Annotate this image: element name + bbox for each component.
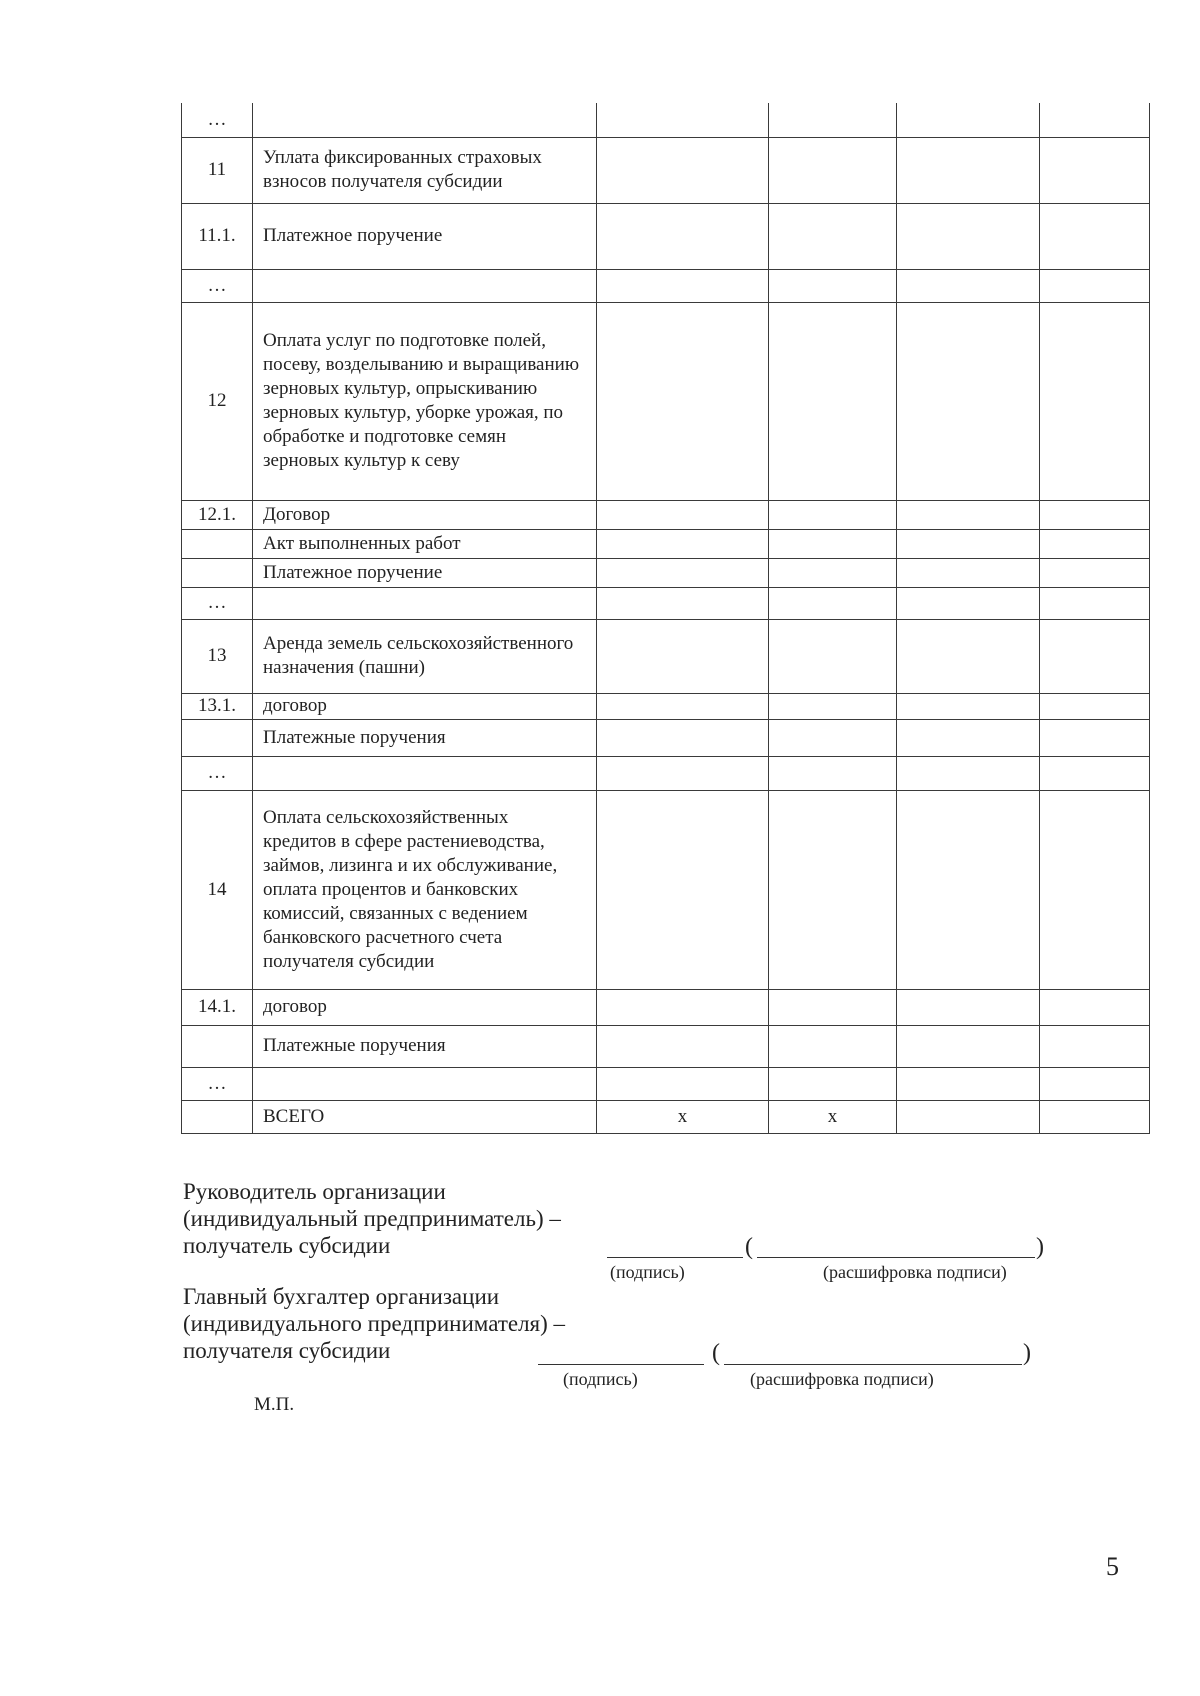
row-name-cell: Платежные поручения <box>253 719 597 756</box>
row-name-cell: Оплата сельскохозяйственных кредитов в сфере растениеводства, займов, лизинга и их обслуживание, оплата процентов и банковских комиссий, связанных с ведением банковского расчетного счета получателя субсидии <box>253 790 597 989</box>
expense-table <box>181 103 1150 1134</box>
table-row <box>182 558 1150 587</box>
row-number-cell <box>182 1025 253 1067</box>
head-title-line-1: Руководитель организации <box>183 1179 446 1204</box>
value-cell-6 <box>1040 1067 1150 1100</box>
table-row <box>182 790 1150 989</box>
value-cell-5 <box>897 137 1040 203</box>
value-cell-6 <box>1040 587 1150 619</box>
row-number-cell: 12.1. <box>182 500 253 529</box>
row-name-cell <box>253 103 597 137</box>
table-row <box>182 103 1150 137</box>
table-row <box>182 302 1150 500</box>
value-cell-6 <box>1040 693 1150 719</box>
value-cell-4 <box>769 529 897 558</box>
accountant-open-paren: ( <box>712 1340 720 1366</box>
value-cell-6 <box>1040 500 1150 529</box>
accountant-title-line-2: (индивидуального предпринимателя) – <box>183 1311 566 1336</box>
value-cell-4 <box>769 302 897 500</box>
value-cell-6 <box>1040 558 1150 587</box>
value-cell-3 <box>597 756 769 790</box>
row-number-cell: … <box>182 269 253 302</box>
accountant-signature-caption: (подпись) <box>563 1369 638 1389</box>
row-name-cell: Платежное поручение <box>253 558 597 587</box>
value-cell-3 <box>597 103 769 137</box>
value-cell-3: х <box>597 1100 769 1133</box>
value-cell-5 <box>897 103 1040 137</box>
expense-table-body <box>182 103 1150 1133</box>
value-cell-6 <box>1040 619 1150 693</box>
value-cell-3 <box>597 269 769 302</box>
value-cell-4 <box>769 693 897 719</box>
value-cell-3 <box>597 1067 769 1100</box>
value-cell-3 <box>597 790 769 989</box>
value-cell-6 <box>1040 302 1150 500</box>
value-cell-5 <box>897 558 1040 587</box>
head-close-paren: ) <box>1036 1234 1044 1260</box>
table-row <box>182 693 1150 719</box>
row-name-cell: ВСЕГО <box>253 1100 597 1133</box>
value-cell-5 <box>897 203 1040 269</box>
row-number-cell: … <box>182 103 253 137</box>
value-cell-3 <box>597 693 769 719</box>
table-row <box>182 269 1150 302</box>
row-number-cell: 14 <box>182 790 253 989</box>
row-name-cell: Платежные поручения <box>253 1025 597 1067</box>
value-cell-5 <box>897 500 1040 529</box>
value-cell-3 <box>597 719 769 756</box>
row-number-cell: … <box>182 587 253 619</box>
accountant-title-line-1: Главный бухгалтер организации <box>183 1284 500 1309</box>
table-row <box>182 529 1150 558</box>
value-cell-6 <box>1040 203 1150 269</box>
accountant-close-paren: ) <box>1023 1340 1031 1366</box>
value-cell-5 <box>897 1025 1040 1067</box>
value-cell-6 <box>1040 1100 1150 1133</box>
table-row <box>182 1025 1150 1067</box>
value-cell-4 <box>769 790 897 989</box>
page-number: 5 <box>1106 1552 1119 1581</box>
accountant-decode-caption: (расшифровка подписи) <box>750 1369 934 1389</box>
value-cell-5 <box>897 693 1040 719</box>
row-name-cell <box>253 756 597 790</box>
row-name-cell: Оплата услуг по подготовке полей, посеву, возделыванию и выращиванию зерновых культур, опрыскиванию зерновых культур, уборке урожая, по обработке и подготовке семян зерновых культур к севу <box>253 302 597 500</box>
row-name-cell: Аренда земель сельскохозяйственного назначения (пашни) <box>253 619 597 693</box>
value-cell-4 <box>769 587 897 619</box>
value-cell-6 <box>1040 529 1150 558</box>
value-cell-6 <box>1040 756 1150 790</box>
value-cell-3 <box>597 529 769 558</box>
value-cell-4 <box>769 137 897 203</box>
value-cell-4 <box>769 756 897 790</box>
value-cell-3 <box>597 500 769 529</box>
value-cell-3 <box>597 587 769 619</box>
value-cell-6 <box>1040 137 1150 203</box>
accountant-signature-line[interactable] <box>538 1364 704 1365</box>
row-name-cell: Договор <box>253 500 597 529</box>
row-name-cell <box>253 1067 597 1100</box>
table-row <box>182 587 1150 619</box>
row-name-cell: Уплата фиксированных страховых взносов получателя субсидии <box>253 137 597 203</box>
value-cell-5 <box>897 302 1040 500</box>
value-cell-6 <box>1040 1025 1150 1067</box>
table-row <box>182 1100 1150 1133</box>
value-cell-4 <box>769 719 897 756</box>
value-cell-5 <box>897 1100 1040 1133</box>
row-number-cell: 14.1. <box>182 989 253 1025</box>
value-cell-3 <box>597 558 769 587</box>
head-decode-line[interactable] <box>757 1257 1035 1258</box>
row-number-cell: 12 <box>182 302 253 500</box>
head-title-line-3: получатель субсидии <box>183 1233 391 1258</box>
row-number-cell: 13 <box>182 619 253 693</box>
value-cell-3 <box>597 203 769 269</box>
head-signature-line[interactable] <box>607 1257 743 1258</box>
value-cell-5 <box>897 529 1040 558</box>
row-name-cell: Платежное поручение <box>253 203 597 269</box>
value-cell-4 <box>769 103 897 137</box>
stamp-placeholder: М.П. <box>254 1394 295 1415</box>
value-cell-4: х <box>769 1100 897 1133</box>
head-title-line-2: (индивидуальный предприниматель) – <box>183 1206 561 1231</box>
value-cell-6 <box>1040 269 1150 302</box>
value-cell-4 <box>769 203 897 269</box>
value-cell-4 <box>769 269 897 302</box>
value-cell-6 <box>1040 103 1150 137</box>
value-cell-4 <box>769 500 897 529</box>
value-cell-5 <box>897 790 1040 989</box>
table-row <box>182 756 1150 790</box>
value-cell-5 <box>897 989 1040 1025</box>
head-decode-caption: (расшифровка подписи) <box>823 1262 1007 1282</box>
row-number-cell: … <box>182 756 253 790</box>
table-row <box>182 989 1150 1025</box>
row-number-cell: … <box>182 1067 253 1100</box>
row-number-cell <box>182 719 253 756</box>
table-row <box>182 719 1150 756</box>
value-cell-4 <box>769 558 897 587</box>
value-cell-3 <box>597 302 769 500</box>
value-cell-5 <box>897 269 1040 302</box>
value-cell-5 <box>897 587 1040 619</box>
row-name-cell <box>253 269 597 302</box>
row-name-cell: договор <box>253 693 597 719</box>
head-signature-caption: (подпись) <box>610 1262 685 1282</box>
value-cell-3 <box>597 619 769 693</box>
value-cell-6 <box>1040 989 1150 1025</box>
value-cell-3 <box>597 989 769 1025</box>
value-cell-4 <box>769 1067 897 1100</box>
head-open-paren: ( <box>745 1234 753 1260</box>
value-cell-4 <box>769 619 897 693</box>
value-cell-3 <box>597 137 769 203</box>
row-name-cell <box>253 587 597 619</box>
row-name-cell: договор <box>253 989 597 1025</box>
row-number-cell <box>182 529 253 558</box>
value-cell-5 <box>897 719 1040 756</box>
value-cell-3 <box>597 1025 769 1067</box>
row-number-cell: 11 <box>182 137 253 203</box>
accountant-title-line-3: получателя субсидии <box>183 1338 391 1363</box>
row-number-cell: 13.1. <box>182 693 253 719</box>
table-row <box>182 619 1150 693</box>
table-row <box>182 137 1150 203</box>
row-number-cell: 11.1. <box>182 203 253 269</box>
row-name-cell: Акт выполненных работ <box>253 529 597 558</box>
value-cell-5 <box>897 756 1040 790</box>
value-cell-4 <box>769 989 897 1025</box>
table-row <box>182 500 1150 529</box>
table-row <box>182 203 1150 269</box>
value-cell-6 <box>1040 719 1150 756</box>
row-number-cell <box>182 1100 253 1133</box>
table-row <box>182 1067 1150 1100</box>
accountant-decode-line[interactable] <box>724 1364 1022 1365</box>
value-cell-6 <box>1040 790 1150 989</box>
value-cell-5 <box>897 619 1040 693</box>
value-cell-5 <box>897 1067 1040 1100</box>
value-cell-4 <box>769 1025 897 1067</box>
row-number-cell <box>182 558 253 587</box>
